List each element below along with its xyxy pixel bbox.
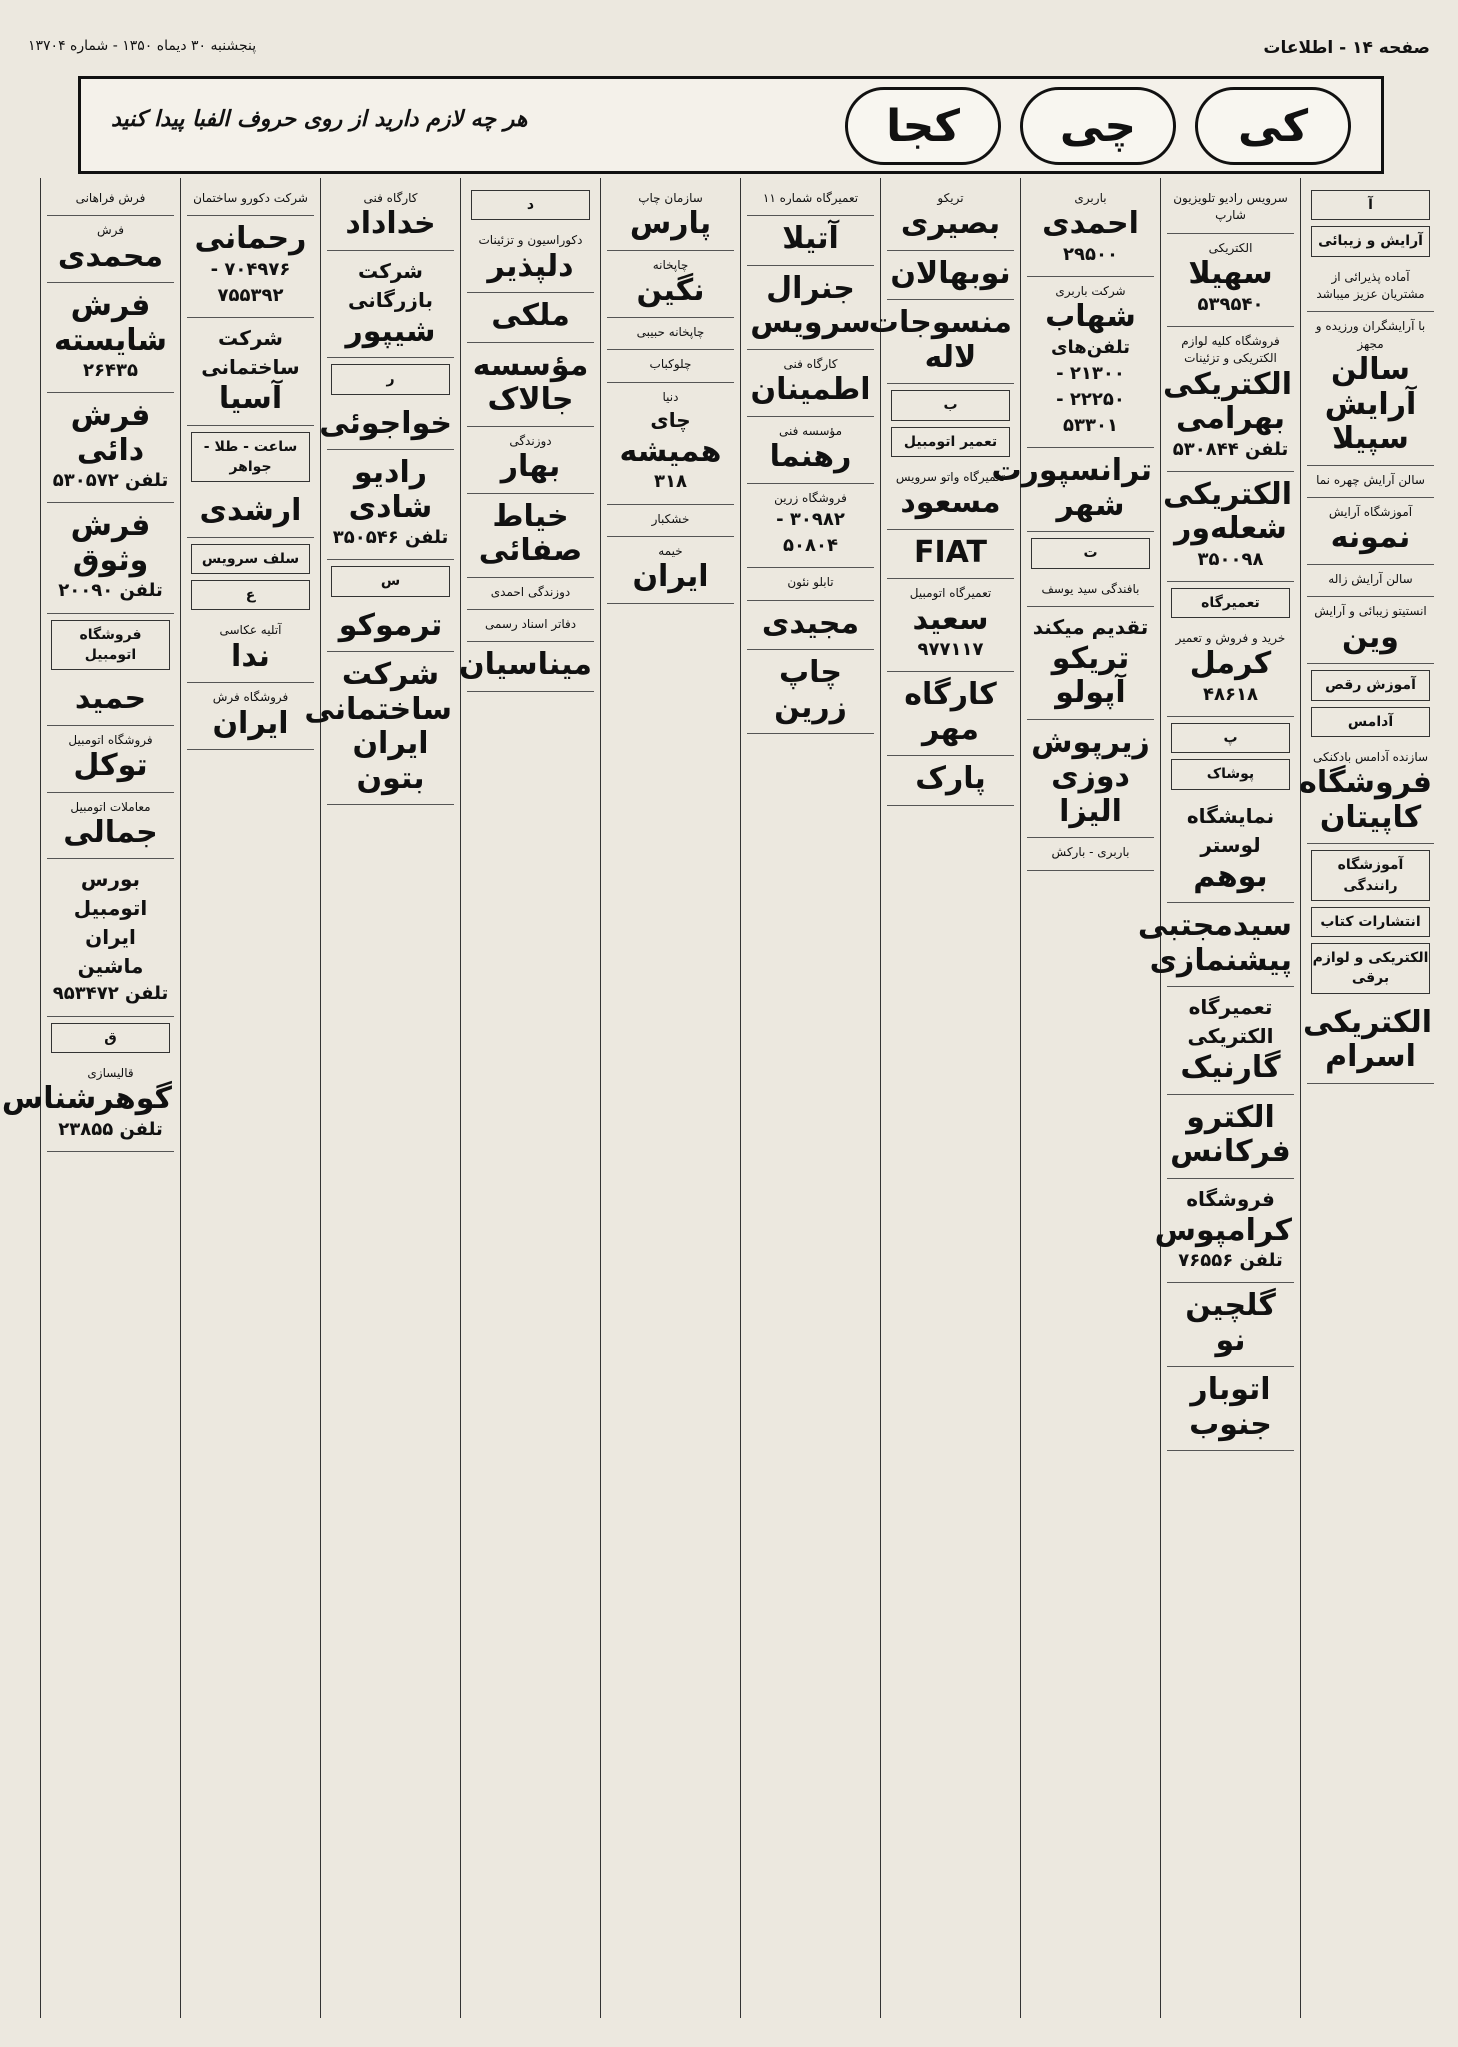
ad-text: بافندگی سید یوسف <box>1041 581 1140 596</box>
classified-ad <box>327 184 454 251</box>
ad-text: دوزندگی <box>509 433 552 448</box>
classified-ad <box>1167 1095 1294 1179</box>
classified-ad <box>1027 277 1154 448</box>
classified-ad <box>887 672 1014 756</box>
classified-ad <box>187 184 314 216</box>
ad-phone: تلفن ۵۳۰۵۷۲ <box>52 470 169 492</box>
banner-word-ki: کی <box>1195 87 1351 165</box>
ad-text: دفاتر اسناد رسمی <box>484 616 577 631</box>
ad-subtitle: تعمیرگاه الکتریکی <box>1187 995 1274 1049</box>
classified-ad <box>747 216 874 266</box>
ad-phone: ۲۹۵۰۰ <box>1063 243 1118 265</box>
ad-phone: ۵۳۹۵۴۰ <box>1197 293 1264 315</box>
ad-business-name: الکتریکی اسرام <box>1303 1004 1432 1075</box>
ad-column <box>304 178 460 2018</box>
ad-text: فرش فراهانی <box>75 191 146 205</box>
ad-business-name: پارس <box>629 206 712 242</box>
ad-business-name: شهاب <box>1045 299 1136 335</box>
classified-ad <box>747 568 874 600</box>
ad-business-name: چاپ زرین <box>774 655 847 725</box>
classified-ad <box>47 184 174 216</box>
ad-business-name: کرامپوس <box>1154 1212 1292 1248</box>
ad-business-name: گوهرشناس <box>1 1081 172 1117</box>
classified-ad <box>887 530 1014 580</box>
ad-text: چاپخانه <box>652 257 689 272</box>
classified-ad <box>47 503 174 613</box>
ad-phone: تلفن ۹۵۳۴۷۲ <box>52 983 169 1005</box>
classified-ad <box>467 293 594 343</box>
category-heading: آموزشگاه رانندگی <box>1311 850 1430 901</box>
category-heading: ق <box>51 1023 170 1053</box>
ad-column <box>740 178 880 2018</box>
classified-ad <box>747 650 874 734</box>
ad-business-name: توکل <box>73 748 148 784</box>
ad-business-name: حمید <box>74 681 147 717</box>
ad-business-name: مؤسسه جالاک <box>472 347 589 418</box>
ad-phone: ۳۱۸ <box>654 471 687 493</box>
category-heading: انتشارات کتاب <box>1311 907 1430 937</box>
ad-text: چاپخانه حبیبی <box>636 324 705 339</box>
classified-ad <box>887 579 1014 672</box>
category-heading: آموزش رقص <box>1311 670 1430 700</box>
classified-ad <box>47 726 174 793</box>
ad-business-name: آتیلا <box>782 221 839 257</box>
ad-text: سرویس رادیو تلویزیون <box>1173 191 1288 205</box>
ad-text: فروشگاه اتومبیل <box>68 732 153 747</box>
ad-business-name: خداداد <box>345 206 436 242</box>
classified-ad <box>747 601 874 651</box>
banner-slogan: هر چه لازم دارید از روی حروف الفبا پیدا کنید <box>111 107 528 132</box>
ad-text: آماده پذیرائی از مشتریان عزیز میباشد <box>1316 269 1425 301</box>
classified-ad <box>607 383 734 505</box>
ad-text: باربری <box>1074 191 1107 205</box>
classified-ad <box>187 318 314 426</box>
ad-business-name: ایران <box>212 705 289 741</box>
classified-ad <box>607 537 734 604</box>
category-heading: پ <box>1171 723 1290 753</box>
category-heading: ب <box>891 390 1010 420</box>
category-heading: س <box>331 566 450 596</box>
category-heading: تعمیر اتومبیل <box>891 427 1010 457</box>
classified-ad <box>319 401 454 451</box>
ad-subtitle: فروشگاه <box>1186 1186 1275 1211</box>
ad-text: مؤسسه فنی <box>779 423 842 438</box>
ad-text: فرش <box>96 223 124 238</box>
banner-word-chi: چی <box>1020 87 1176 165</box>
ad-subtitle: نمایشگاه لوستر <box>1186 803 1275 857</box>
category-heading: تعمیرگاه <box>1171 588 1290 618</box>
classified-ad <box>459 642 594 692</box>
ad-business-name: الکترو فرکانس <box>1170 1099 1291 1170</box>
ad-text: سازمان چاپ <box>638 191 703 205</box>
category-heading: ر <box>331 364 450 394</box>
classified-ad <box>467 578 594 610</box>
ad-business-name: وین <box>1342 619 1399 655</box>
ad-business-name: سالن آرایش سپیلا <box>1324 352 1417 457</box>
classified-ad <box>1307 565 1434 597</box>
ad-text: کارگاه فنی <box>783 356 838 371</box>
ad-phone: تلفن ۷۶۵۵۶ <box>1178 1250 1283 1272</box>
classified-ad <box>1307 498 1434 565</box>
classified-ad <box>467 494 594 578</box>
ad-subtitle: شرکت بازرگانی <box>348 258 433 312</box>
ad-business-name: گارنیک <box>1180 1050 1281 1086</box>
ad-text: قالیسازی <box>87 1065 134 1080</box>
ad-text: خیمه <box>658 543 683 558</box>
classified-ad <box>47 393 174 503</box>
classified-ad <box>1163 327 1294 472</box>
ad-text: آتلیه عکاسی <box>219 623 282 638</box>
ad-phone: تلفن ۳۵۰۵۴۶ <box>332 527 449 549</box>
classified-ad <box>887 251 1014 301</box>
ad-business-name: احمدی <box>1042 206 1139 242</box>
ad-business-name: سعید <box>912 601 989 637</box>
ad-business-name: شرکت ساختمانی ایران بتون <box>304 657 452 796</box>
category-heading: فروشگاه اتومبیل <box>51 620 170 671</box>
ad-text: فروشگاه کلیه لوازم الکتریکی و تزئینات <box>1181 333 1280 366</box>
ad-business-name: ایران <box>632 559 709 595</box>
ad-text: تعمیرگاه واتو سرویس <box>895 469 1006 484</box>
ad-business-name: ملکی <box>491 298 570 334</box>
ad-subtitle: شرکت ساختمانی <box>201 326 300 380</box>
classified-ad <box>887 463 1014 530</box>
category-heading: آ <box>1311 190 1430 220</box>
ad-business-name: الکتریکی شعله‌ور <box>1163 476 1292 547</box>
ad-business-name: منسوجات لاله <box>868 305 1012 375</box>
ad-column <box>180 178 320 2018</box>
category-heading: آدامس <box>1311 707 1430 737</box>
ad-business-name: مجیدی <box>761 605 860 641</box>
classified-ad <box>1027 184 1154 277</box>
ad-phone: ۳۰۹۸۲ - ۵۰۸۰۴ <box>776 509 845 557</box>
ad-business-name: اطمینان <box>750 372 871 408</box>
classified-ad <box>747 417 874 484</box>
issue-line: پنجشنبه ۳۰ دیماه ۱۳۵۰ - شماره ۱۳۷۰۴ <box>28 38 257 54</box>
ad-text: شارپ <box>1215 208 1246 223</box>
ad-text: آموزشگاه آرایش <box>1328 505 1413 520</box>
ad-text: شرکت دکورو ساختمان <box>193 191 308 205</box>
classified-ad <box>327 450 454 560</box>
classified-ad <box>747 350 874 417</box>
classified-ad <box>1167 624 1294 717</box>
ad-business-name: نوبهالان <box>890 255 1011 291</box>
category-heading: ت <box>1031 538 1150 568</box>
classified-ad <box>1167 1283 1294 1367</box>
ad-text: تعمیرگاه شماره ۱۱ <box>762 191 859 205</box>
classified-ad <box>747 184 874 216</box>
classified-ad <box>1167 184 1294 234</box>
ad-text: تعمیرگاه اتومبیل <box>909 586 992 601</box>
classified-ad <box>327 251 454 359</box>
ad-phone: ۴۸۶۱۸ <box>1203 683 1258 705</box>
ad-text: سازنده آدامس بادکنکی <box>1312 749 1429 764</box>
classified-ad <box>327 603 454 653</box>
ad-business-name: فرش شایسته <box>54 288 167 358</box>
ad-subtitle: تقدیم میکند <box>1032 614 1149 639</box>
ad-phone: ۷۰۴۹۷۶ - ۷۵۵۳۹۲ <box>210 258 291 306</box>
classified-ad <box>47 676 174 726</box>
ad-text: تریکو <box>937 191 964 205</box>
banner-word-koja: کجا <box>845 87 1001 165</box>
ad-text: با آرایشگران ورزیده و مجهز <box>1315 319 1426 351</box>
ad-business-name: نگین <box>636 273 705 309</box>
classified-ad <box>607 505 734 537</box>
classified-ad <box>607 251 734 318</box>
classified-ad <box>747 484 874 569</box>
ad-business-name: ترموکو <box>338 607 443 643</box>
ad-business-name: FIAT <box>913 534 987 570</box>
classified-ad <box>187 683 314 750</box>
classified-ad <box>607 318 734 350</box>
ad-text: سالن آرایش زاله <box>1328 571 1413 586</box>
classified-ad <box>1307 312 1434 465</box>
classified-ad <box>1307 466 1434 498</box>
category-heading: ع <box>191 580 310 610</box>
page-header <box>0 38 1458 68</box>
ad-business-name: ترانسپورت شهر <box>991 453 1152 523</box>
ad-text: چلوکباب <box>649 357 692 372</box>
ad-subtitle: چای <box>650 407 691 432</box>
classified-ad <box>868 300 1014 384</box>
ad-column <box>868 178 1020 2018</box>
ad-business-name: مسعود <box>900 485 1001 521</box>
ad-text: دنیا <box>662 389 679 404</box>
ad-phone: ۹۷۷۱۱۷ <box>917 639 984 661</box>
classified-ad <box>1167 234 1294 327</box>
ad-phone: تلفن‌های ۲۱۳۰۰ - ۲۲۲۵۰ - ۵۳۳۰۱ <box>1051 336 1130 437</box>
ad-text: خشکبار <box>651 511 690 526</box>
classified-ad <box>187 216 314 318</box>
ad-column <box>1137 178 1300 2018</box>
category-heading: پوشاک <box>1171 759 1290 789</box>
ad-text: الکتریکی <box>1208 240 1253 255</box>
ad-business-name: آسیا <box>218 381 283 417</box>
ad-business-name: کارگاه مهر <box>904 677 997 747</box>
classified-ad <box>467 343 594 427</box>
ad-subtitle: بورس اتومبیل ایران ماشین <box>73 867 148 979</box>
ad-business-name: جنرال سرویس <box>750 270 871 341</box>
ad-business-name: فروشگاه کاپیتان <box>1299 765 1432 835</box>
ad-business-name: نمونه <box>1330 520 1411 556</box>
ad-column <box>460 178 600 2018</box>
classified-ad <box>47 859 174 1016</box>
ad-business-name: فرش وثوق <box>70 508 151 578</box>
ad-business-name: سیدمجتبی پیشنمازی <box>1137 908 1292 978</box>
classified-ad <box>1027 720 1154 839</box>
section-banner <box>78 76 1384 174</box>
classified-ad <box>467 610 594 642</box>
ad-business-name: بهار <box>500 449 561 485</box>
classified-ad <box>187 488 314 538</box>
ad-business-name: اتوبار جنوب <box>1189 1372 1272 1442</box>
classified-ad <box>887 184 1014 251</box>
classified-ad <box>747 266 874 350</box>
ad-business-name: ندا <box>231 638 270 674</box>
category-heading: آرایش و زیبائی <box>1311 226 1430 256</box>
classified-ad <box>1167 1367 1294 1451</box>
ad-business-name: گلچین نو <box>1185 1288 1276 1358</box>
classified-ad <box>467 226 594 293</box>
page-label: صفحه ۱۴ - اطلاعات <box>1263 38 1430 58</box>
category-heading: الکتریکی و لوازم برقی <box>1311 943 1430 994</box>
ad-business-name: همیشه <box>619 433 722 469</box>
ad-text: معاملات اتومبیل <box>70 799 151 814</box>
classified-ad <box>1303 1000 1434 1084</box>
ad-business-name: کرمل <box>1189 646 1272 682</box>
classified-ad <box>187 616 314 683</box>
classified-ad <box>1307 597 1434 664</box>
ad-text: فروشگاه زرین <box>774 490 847 505</box>
ad-business-name: شیپور <box>345 313 436 349</box>
ad-business-name: رادیو شادی <box>348 455 433 525</box>
classified-ad <box>1167 987 1294 1095</box>
ad-business-name: سهیلا <box>1188 256 1273 292</box>
classified-ad <box>47 216 174 283</box>
ad-business-name: میناسیان <box>459 647 592 683</box>
ad-column <box>1 178 180 2018</box>
ad-business-name: فرش دائی <box>70 398 151 468</box>
classified-ad <box>1163 472 1294 582</box>
classified-ad <box>467 427 594 494</box>
classified-ad <box>1167 796 1294 904</box>
classified-ad <box>304 652 454 805</box>
ad-business-name: پارک <box>915 761 986 797</box>
classified-ad <box>607 184 734 251</box>
ad-business-name: رهنما <box>769 439 852 475</box>
classified-ad <box>887 756 1014 806</box>
ad-business-name: الکتریکی بهرامی <box>1163 366 1292 437</box>
category-heading: سلف سرویس <box>191 544 310 574</box>
ad-business-name: تریکو آپولو <box>1051 640 1130 711</box>
ad-text: انستیتو زیبائی و آرایش <box>1314 604 1427 619</box>
ad-business-name: بصیری <box>900 206 1001 242</box>
ad-phone: تلفن ۲۰۰۹۰ <box>58 580 163 602</box>
ad-business-name: خواجوئی <box>319 405 452 441</box>
classified-ad <box>1027 575 1154 607</box>
ad-phone: ۳۵۰۰۹۸ <box>1197 548 1264 570</box>
ad-column <box>991 178 1160 2018</box>
ad-business-name: بوهم <box>1193 858 1268 894</box>
ad-phone: تلفن ۵۳۰۸۴۴ <box>1172 438 1289 460</box>
ad-business-name: ارشدی <box>199 493 302 529</box>
category-heading: د <box>471 190 590 220</box>
ad-business-name: دلپذیر <box>487 248 574 284</box>
ad-text: خرید و فروش و تعمیر <box>1175 631 1286 646</box>
classified-ad <box>1 1059 174 1152</box>
ad-text: باربری - بارکش <box>1051 845 1130 860</box>
ad-column <box>1300 178 1440 2018</box>
classified-ad <box>1137 903 1294 987</box>
ad-text: تابلو نئون <box>787 575 834 590</box>
ad-business-name: جمالی <box>63 814 158 850</box>
classified-ad <box>991 448 1154 532</box>
classified-ad <box>47 793 174 860</box>
ad-column <box>600 178 740 2018</box>
classified-ad <box>47 283 174 393</box>
classified-ad <box>1027 838 1154 870</box>
ad-text: فروشگاه فرش <box>212 690 289 705</box>
ad-phone: ۲۶۴۳۵ <box>83 360 138 382</box>
ad-business-name: رحمانی <box>194 221 307 257</box>
ad-business-name: زیرپوش دوزی الیزا <box>1031 724 1150 829</box>
classified-ad <box>1299 743 1434 844</box>
ad-text: کارگاه فنی <box>363 191 418 205</box>
classified-ad <box>607 350 734 382</box>
ad-text: دوزندگی احمدی <box>490 584 571 599</box>
ad-phone: تلفن ۲۳۸۵۵ <box>58 1118 163 1140</box>
ad-text: شرکت باربری <box>1055 283 1126 298</box>
classified-ad <box>1027 607 1154 720</box>
classified-ad <box>1307 263 1434 313</box>
ad-text: سالن آرایش چهره نما <box>1316 472 1425 487</box>
ad-text: دکوراسیون و تزئینات <box>478 233 583 248</box>
category-heading: ساعت - طلا - جواهر <box>191 432 310 483</box>
classified-ad <box>1154 1179 1294 1284</box>
ad-business-name: خیاط صفائی <box>478 498 583 569</box>
ad-business-name: محمدی <box>57 238 164 274</box>
